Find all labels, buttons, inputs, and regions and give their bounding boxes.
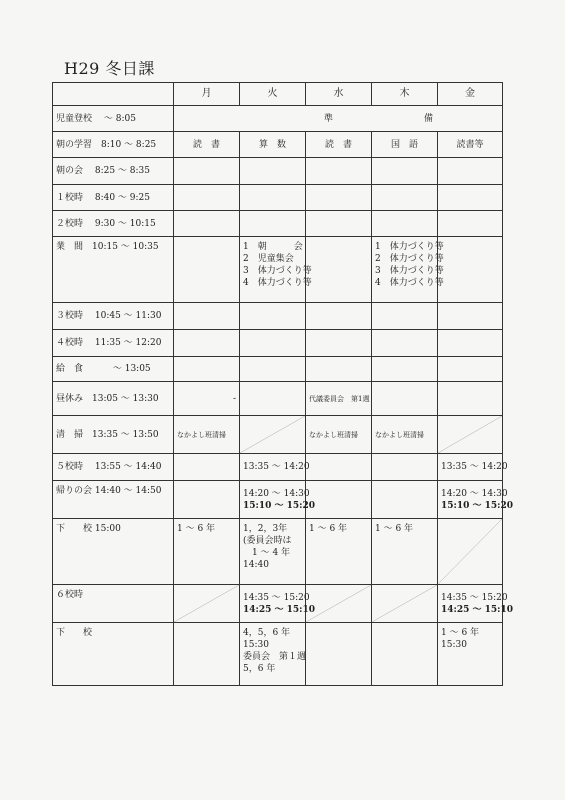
cell-mon: 1 ～ 6 年 xyxy=(174,519,240,585)
cell-wed: 1 ～ 6 年 xyxy=(306,519,372,585)
row-label: 児童登校 ～ 8:05 xyxy=(53,106,174,132)
schedule-table xyxy=(52,82,514,686)
row-label: ３校時 10:45 ～ 11:30 xyxy=(53,303,174,330)
row-label: ４校時 11:35 ～ 12:20 xyxy=(53,330,174,357)
row-period-2 xyxy=(53,211,503,237)
cell-tue xyxy=(240,481,316,519)
cell-tue xyxy=(240,585,316,623)
cell-thu: 1 ～ 6 年 xyxy=(372,519,438,585)
prep-text-1: 準 xyxy=(324,114,334,124)
cell-fri: 13:35 ～ 14:20 xyxy=(438,454,503,481)
cell-wed: なかよし班清掃 xyxy=(306,416,372,454)
row-label: ６校時 xyxy=(53,585,174,623)
diagonal-line xyxy=(306,585,371,622)
time-text-bold: 15:10 ～ 15:20 xyxy=(243,500,316,511)
list-item: 3 体力づくり等 xyxy=(243,266,312,276)
row-label: 朝の学習 8:10 ～ 8:25 xyxy=(53,132,174,158)
list-item: 4 体力づくり等 xyxy=(375,278,444,288)
time-text: 14:20 ～ 14:30 xyxy=(441,488,508,499)
cell-tue xyxy=(240,237,312,303)
cell-thu xyxy=(372,237,444,303)
time-text-bold: 15:10 ～ 15:20 xyxy=(441,500,514,511)
cell-mon-slashed xyxy=(174,585,240,623)
cell-fri-slashed xyxy=(438,416,503,454)
cell-wed: 読 書 xyxy=(306,132,372,158)
row-dismissal-2 xyxy=(53,623,503,686)
cell-tue xyxy=(240,623,306,686)
cell-mon: 読 書 xyxy=(174,132,240,158)
list-item: 1 ～ 6 年 xyxy=(441,628,480,638)
list-item: 委員会 第１週 xyxy=(243,652,307,662)
list-item: 14:40 xyxy=(243,560,269,570)
list-item: 1 朝 会 xyxy=(243,242,303,252)
cell-mon: - xyxy=(174,382,240,416)
time-text-bold: 14:25 ～ 15:10 xyxy=(441,604,514,615)
list-item: 1 体力づくり等 xyxy=(375,242,444,252)
cell-tue-slashed xyxy=(240,416,306,454)
cell-fri: 読書等 xyxy=(438,132,503,158)
row-label: 帰りの会 14:40 ～ 14:50 xyxy=(53,481,174,519)
prep-text-2: 備 xyxy=(424,114,434,124)
row-morning-meeting xyxy=(53,158,503,185)
time-text: 14:35 ～ 15:20 xyxy=(441,592,508,603)
row-lunch xyxy=(53,357,503,382)
cell-thu-slashed xyxy=(372,585,438,623)
list-item: 3 体力づくり等 xyxy=(375,266,444,276)
list-item: 2 体力づくり等 xyxy=(375,254,444,264)
list-item: 1，2，3年 xyxy=(243,524,288,534)
list-item: 4，5，6 年 xyxy=(243,628,291,638)
row-lunch-break xyxy=(53,382,503,416)
cell-fri-slashed xyxy=(438,519,503,585)
day-wed: 水 xyxy=(306,83,372,106)
row-morning-study xyxy=(53,132,503,158)
diagonal-line xyxy=(174,585,239,622)
cell-thu: なかよし班清掃 xyxy=(372,416,438,454)
row-label: 下 校 xyxy=(53,623,174,686)
list-item: 1 ～ 4 年 xyxy=(243,548,291,558)
corner-cell xyxy=(53,83,174,106)
row-label: 下 校 15:00 xyxy=(53,519,174,585)
cell-tue: 13:35 ～ 14:20 xyxy=(240,454,306,481)
day-thu: 木 xyxy=(372,83,438,106)
list-item: 5，6 年 xyxy=(243,664,276,674)
row-label: 朝の会 8:25 ～ 8:35 xyxy=(53,158,174,185)
cell-thu: 国 語 xyxy=(372,132,438,158)
cell-mon: なかよし班清掃 xyxy=(174,416,240,454)
cell-wed-slashed xyxy=(306,585,372,623)
day-fri: 金 xyxy=(438,83,503,106)
row-period-3 xyxy=(53,303,503,330)
row-break xyxy=(53,237,503,303)
row-period-5 xyxy=(53,454,503,481)
cell-fri xyxy=(438,481,514,519)
header-row xyxy=(53,83,503,106)
row-dismissal-1 xyxy=(53,519,503,585)
row-period-6 xyxy=(53,585,503,623)
list-item: 15:30 xyxy=(441,640,467,650)
cell-fri xyxy=(438,585,514,623)
day-tue: 火 xyxy=(240,83,306,106)
cell-tue: 算 数 xyxy=(240,132,306,158)
diagonal-line xyxy=(438,519,502,584)
list-item: (委員会時は xyxy=(243,536,292,546)
row-label: ５校時 13:55 ～ 14:40 xyxy=(53,454,174,481)
row-label: 昼休み 13:05 ～ 13:30 xyxy=(53,382,174,416)
cell-tue xyxy=(240,519,306,585)
time-text: 14:20 ～ 14:30 xyxy=(243,488,310,499)
time-text: 14:35 ～ 15:20 xyxy=(243,592,310,603)
row-period-1 xyxy=(53,185,503,211)
row-homeroom xyxy=(53,481,503,519)
page-title: H29 冬日課 xyxy=(64,59,155,78)
cell-fri xyxy=(438,623,503,686)
row-label: 清 掃 13:35 ～ 13:50 xyxy=(53,416,174,454)
list-item: 2 児童集会 xyxy=(243,254,294,264)
row-period-4 xyxy=(53,330,503,357)
row-cleaning xyxy=(53,416,503,454)
diagonal-line xyxy=(372,585,437,622)
row-arrival xyxy=(53,106,503,132)
row-label: ２校時 9:30 ～ 10:15 xyxy=(53,211,174,237)
diagonal-line xyxy=(438,416,502,453)
prep-cell xyxy=(174,106,503,132)
row-label: 業 間 10:15 ～ 10:35 xyxy=(53,237,174,303)
list-item: 4 体力づくり等 xyxy=(243,278,312,288)
row-label: １校時 8:40 ～ 9:25 xyxy=(53,185,174,211)
diagonal-line xyxy=(240,416,305,453)
cell-wed: 代議委員会 第1週 xyxy=(306,382,372,416)
time-text-bold: 14:25 ～ 15:10 xyxy=(243,604,316,615)
day-mon: 月 xyxy=(174,83,240,106)
list-item: 15:30 xyxy=(243,640,269,650)
row-label: 給 食 ～ 13:05 xyxy=(53,357,174,382)
